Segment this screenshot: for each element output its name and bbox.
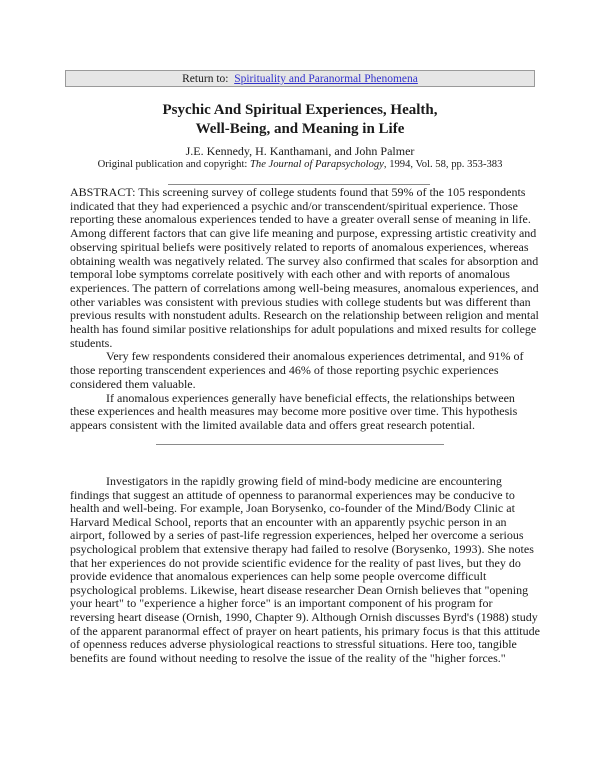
article-title	[60, 101, 540, 139]
publication-info	[60, 158, 540, 171]
journal-name: The Journal of Parapsychology	[250, 159, 384, 170]
return-link-spirituality[interactable]: Spirituality and Paranormal Phenomena	[234, 73, 418, 85]
return-to-nav	[65, 70, 535, 87]
body-paragraph: Investigators in the rapidly growing field of mind-body medicine are encountering findings that suggest an attitude of openness to paranormal experiences may be conducive to health and well-being. For example, Joan Borysenko, co-founder of the Mind/Body Clinic at Harvard Medical School, reports that an encounter with an apparently psychic person in an airport, followed by a series of past-life regression experiences, helped her overcome a serious psychological problem that extensive therapy had failed to resolve (Borysenko, 1993). She notes that her experiences do not provide scientific evidence for the reality of past lives, but they do provide evidence that anomalous experiences can help some people overcome difficult psychological problems. Likewise, heart disease researcher Dean Ornish believes that "opening your heart" to "experience a higher force" is an important component of his program for reversing heart disease (Ornish, 1990, Chapter 9). Although Ornish discusses Byrd's (1988) study of the apparent paranormal effect of prayer on heart patients, his primary focus is that this attitude of openness reduces adverse physiological reactions to stressful situations. Here too, tangible benefits are found without needing to resolve the issue of the reality of the "higher forces."	[70, 474, 540, 665]
divider-bottom	[156, 444, 444, 445]
abstract-paragraph: If anomalous experiences generally have beneficial effects, the relationships between these experiences and health measures may become more positive over time. This hypothesis appears consistent with the limited available data and offers great research potential.	[70, 390, 518, 432]
abstract	[70, 186, 540, 433]
publication-suffix: , 1994, Vol. 58, pp. 353-383	[383, 159, 503, 170]
return-label: Return to:	[182, 73, 229, 85]
abstract-paragraph: ABSTRACT: This screening survey of college students found that 59% of the 105 respondents indicated that they had experienced a psychic and/or transcendent/spiritual experience. Those reporting these anomalous experiences tended to have a greater overall sense of meaning in life. Among different factors that can give life meaning and purpose, expressing artistic creativity and observing spiritual beliefs were positively related to reports of anomalous experiences, whereas obtaining wealth was negatively related. The survey also confirmed that scales for absorption and temporal lobe symptoms correlate positively with each other and with reports of anomalous experiences. The pattern of correlations among well-being measures, anomalous experiences, and other variables was consistent with previous studies with college students but was different than previous results with nonstudent adults. Research on the relationship between religion and mental health has found similar positive relationships for adult populations and mixed results for college students.	[70, 185, 539, 350]
abstract-paragraph: Very few respondents considered their anomalous experiences detrimental, and 91% of those reporting transcendent experiences and 46% of those reporting psychic experiences considered them valuable.	[70, 349, 524, 391]
authors: J.E. Kennedy, H. Kanthamani, and John Palmer	[185, 144, 415, 158]
title-line-2: Well-Being, and Meaning in Life	[195, 121, 405, 137]
title-line-1: Psychic And Spiritual Experiences, Health,	[162, 102, 438, 118]
article-body	[70, 475, 540, 665]
publication-prefix: Original publication and copyright:	[97, 159, 250, 170]
